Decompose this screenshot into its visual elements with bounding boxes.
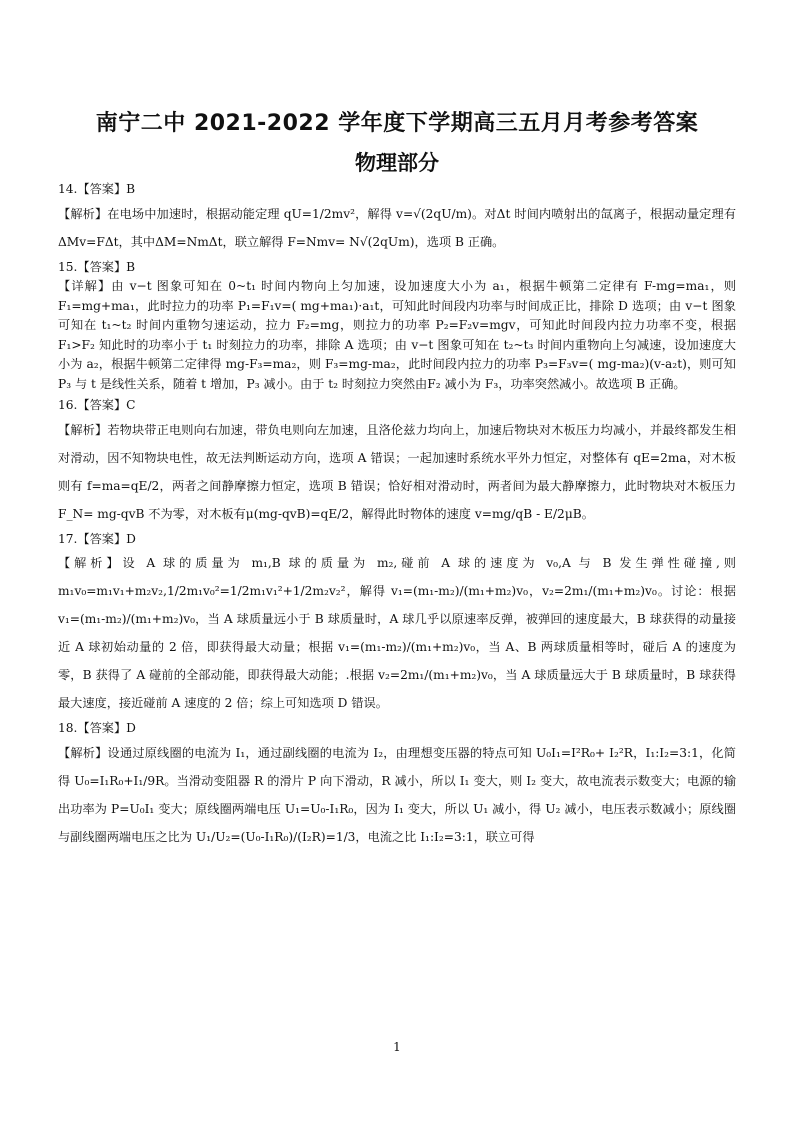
explanation-15: 【详解】由 v−t 图象可知在 0~t₁ 时间内物向上匀加速，设加速度大小为 a₁，根据牛顿第二定律有 F-mg=ma₁，则 F₁=mg+ma₁，此时拉力的功率 P₁=F₁v=( mg+ma₁)·a₁t，可知此时间段内功率与时间成正比，排除 D 选项；由 v−t 图象可知在 t₁~t₂ 时间内重物匀速运动，拉力 F₂=mg，则拉力的功率 P₂=F₂v=mgv，可知此时间段内拉力功率不变，根据 F₁>F₂ 知此时的功率小于 t₁ 时刻拉力的功率，排除 A 选项；由 v−t 图象可知在 t₂~t₃ 时间内重物向上匀减速，设加速度大小为 a₂，根据牛顿第二定律得 mg-F₃=ma₂，则 F₃=mg-ma₂，此时间段内拉力的功率 P₃=F₃v=( mg-ma₂)(v-a₂t)，则可知 P₃ 与 t 是线性关系，随着 t 增加，P₃ 减小。由于 t₂ 时刻拉力突然由F₂ 减小为 F₃，功率突然减小。故选项 B 正确。	[58, 279, 737, 391]
answer-15: 15.【答案】B	[58, 259, 136, 274]
answer-14: 14.【答案】B	[58, 182, 136, 196]
explanation-18: 【解析】设通过原线圈的电流为 I₁，通过副线圈的电流为 I₂，由理想变压器的特点可知 U₀I₁=I²R₀+ I₂²R，I₁:I₂=3:1，化简得 U₀=I₁R₀+I₁/9R。当滑动变阻器 R 的滑片 P 向下滑动，R 减小，所以 I₁ 变大，则 I₂ 变大，故电流表示数变大；电源的输出功率为 P=U₀I₁ 变大；原线圈两端电压 U₁=U₀-I₁R₀，因为 I₁ 变大，所以 U₁ 减小，得 U₂ 减小，电压表示数减小；原线圈与副线圈两端电压之比为 U₁/U₂=(U₀-I₁R₀)/(I₂R)=1/3，电流之比 I₁:I₂=3:1，联立可得	[58, 745, 737, 844]
page-title: 南宁二中 2021-2022 学年度下学期高三五月月考参考答案	[95, 111, 699, 136]
answer-17: 17.【答案】D	[58, 531, 136, 546]
explanation-14: 【解析】在电场中加速时，根据动能定理 qU=1/2mv²，解得 v=√(2qU/m)。对Δt 时间内喷射出的氙离子，根据动量定理有ΔMv=FΔt，其中ΔM=NmΔt，联立解得 F=Nmv= N√(2qUm)，选项 B 正确。	[58, 206, 737, 249]
explanation-16: 【解析】若物块带正电则向右加速，带负电则向左加速，且洛伦兹力均向上，加速后物块对木板压力均减小，并最终都发生相对滑动，因不知物块电性，故无法判断运动方向，选项 A 错误；一起加速时系统水平外力恒定，对整体有 qE=2ma，对木板则有 f=ma=qE/2，两者之间静摩擦力恒定，选项 B 错误；恰好相对滑动时，两者间为最大静摩擦力，此时物块对木板压力 F_N= mg-qvB 不为零，对木板有μ(mg-qvB)=qE/2，解得此时物体的速度 v=mg/qB - E/2μB。	[58, 422, 737, 521]
page-number: 1	[393, 1040, 401, 1054]
page-subtitle: 物理部分	[355, 151, 439, 175]
answer-16: 16.【答案】C	[58, 398, 136, 412]
answer-content	[58, 180, 736, 853]
explanation-17: 【解析】设 A 球的质量为 m₁,B 球的质量为 m₂,碰前 A 球的速度为 v₀,A 与 B 发生弹性碰撞,则 m₁v₀=m₁v₁+m₂v₂,1/2m₁v₀²=1/2m₁v₁²+1/2m₂v₂²，解得 v₁=(m₁-m₂)/(m₁+m₂)v₀，v₂=2m₁/(m₁+m₂)v₀。讨论：根据 v₁=(m₁-m₂)/(m₁+m₂)v₀，当 A 球质量远小于 B 球质量时，A 球几乎以原速率反弹，被弹回的速度最大，B 球获得的动量接近 A 球初始动量的 2 倍，即获得最大动量；根据 v₁=(m₁-m₂)/(m₁+m₂)v₀，当 A、B 两球质量相等时，碰后 A 的速度为零，B 获得了 A 碰前的全部动能，即获得最大动能；.根据 v₂=2m₁/(m₁+m₂)v₀，当 A 球质量远大于 B 球质量时，B 球获得最大速度，接近碰前 A 速度的 2 倍；综上可知选项 D 错误。	[58, 556, 736, 710]
answer-18: 18.【答案】D	[58, 721, 136, 735]
